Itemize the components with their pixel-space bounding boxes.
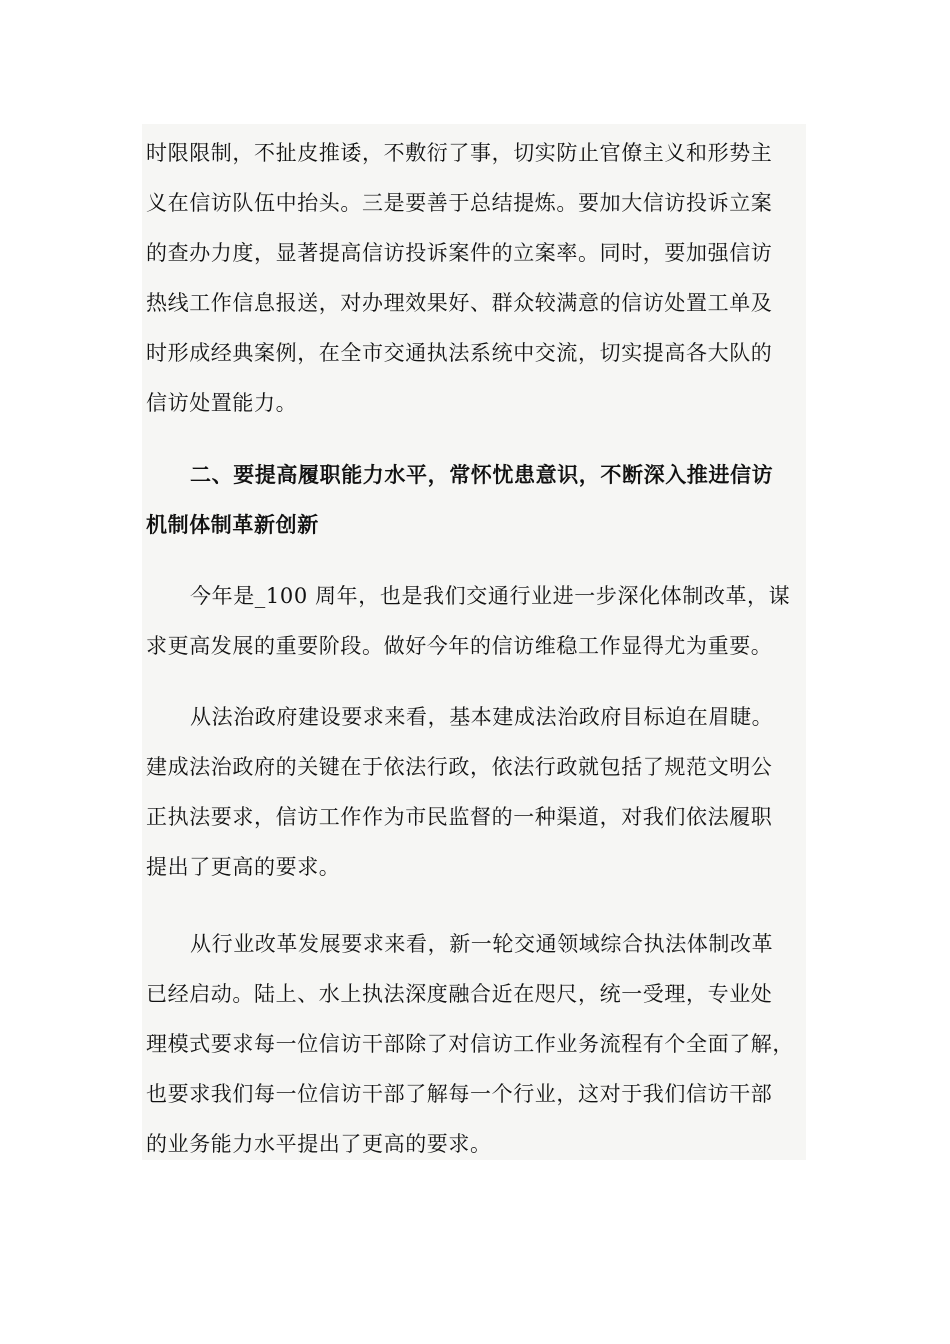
section-heading <box>146 450 810 550</box>
paragraph-line: 建成法治政府的关键在于依法行政，依法行政就包括了规范文明公 <box>146 755 773 779</box>
paragraph-line: 热线工作信息报送，对办理效果好、群众较满意的信访处置工单及 <box>146 291 773 315</box>
paragraph-4 <box>146 919 810 1169</box>
paragraph-gap <box>146 550 810 571</box>
paragraph-line: 也要求我们每一位信访干部了解每一个行业，这对于我们信访干部 <box>146 1082 773 1106</box>
paragraph-line: 今年是_100 周年，也是我们交通行业进一步深化体制改革，谋 <box>190 584 791 608</box>
paragraph-line: 求更高发展的重要阶段。做好今年的信访维稳工作显得尤为重要。 <box>146 634 773 658</box>
paragraph-line: 时限限制，不扯皮推诿，不敷衍了事，切实防止官僚主义和形势主 <box>146 141 773 165</box>
paragraph-3 <box>146 692 810 892</box>
paragraph-line: 理模式要求每一位信访干部除了对信访工作业务流程有个全面了解， <box>146 1032 794 1056</box>
paragraph-line: 时形成经典案例，在全市交通执法系统中交流，切实提高各大队的 <box>146 341 773 365</box>
heading-line: 二、要提高履职能力水平，常怀忧患意识，不断深入推进信访 <box>190 462 774 487</box>
paragraph-line: 义在信访队伍中抬头。三是要善于总结提炼。要加大信访投诉立案 <box>146 191 773 215</box>
paragraph-gap <box>146 428 810 450</box>
paragraph-2 <box>146 571 810 671</box>
paragraph-line: 正执法要求，信访工作作为市民监督的一种渠道，对我们依法履职 <box>146 805 773 829</box>
paragraph-gap <box>146 892 810 919</box>
document-content <box>146 128 810 1169</box>
heading-line: 机制体制革新创新 <box>146 512 319 537</box>
paragraph-line: 已经启动。陆上、水上执法深度融合近在咫尺，统一受理，专业处 <box>146 982 773 1006</box>
paragraph-line: 从行业改革发展要求来看，新一轮交通领域综合执法体制改革 <box>190 932 774 956</box>
paragraph-gap <box>146 671 810 692</box>
paragraph-line: 提出了更高的要求。 <box>146 855 341 879</box>
paragraph-1 <box>146 128 810 428</box>
paragraph-line: 从法治政府建设要求来看，基本建成法治政府目标迫在眉睫。 <box>190 705 774 729</box>
paragraph-line: 的查办力度，显著提高信访投诉案件的立案率。同时，要加强信访 <box>146 241 773 265</box>
paragraph-line: 的业务能力水平提出了更高的要求。 <box>146 1132 492 1156</box>
paragraph-line: 信访处置能力。 <box>146 391 298 415</box>
